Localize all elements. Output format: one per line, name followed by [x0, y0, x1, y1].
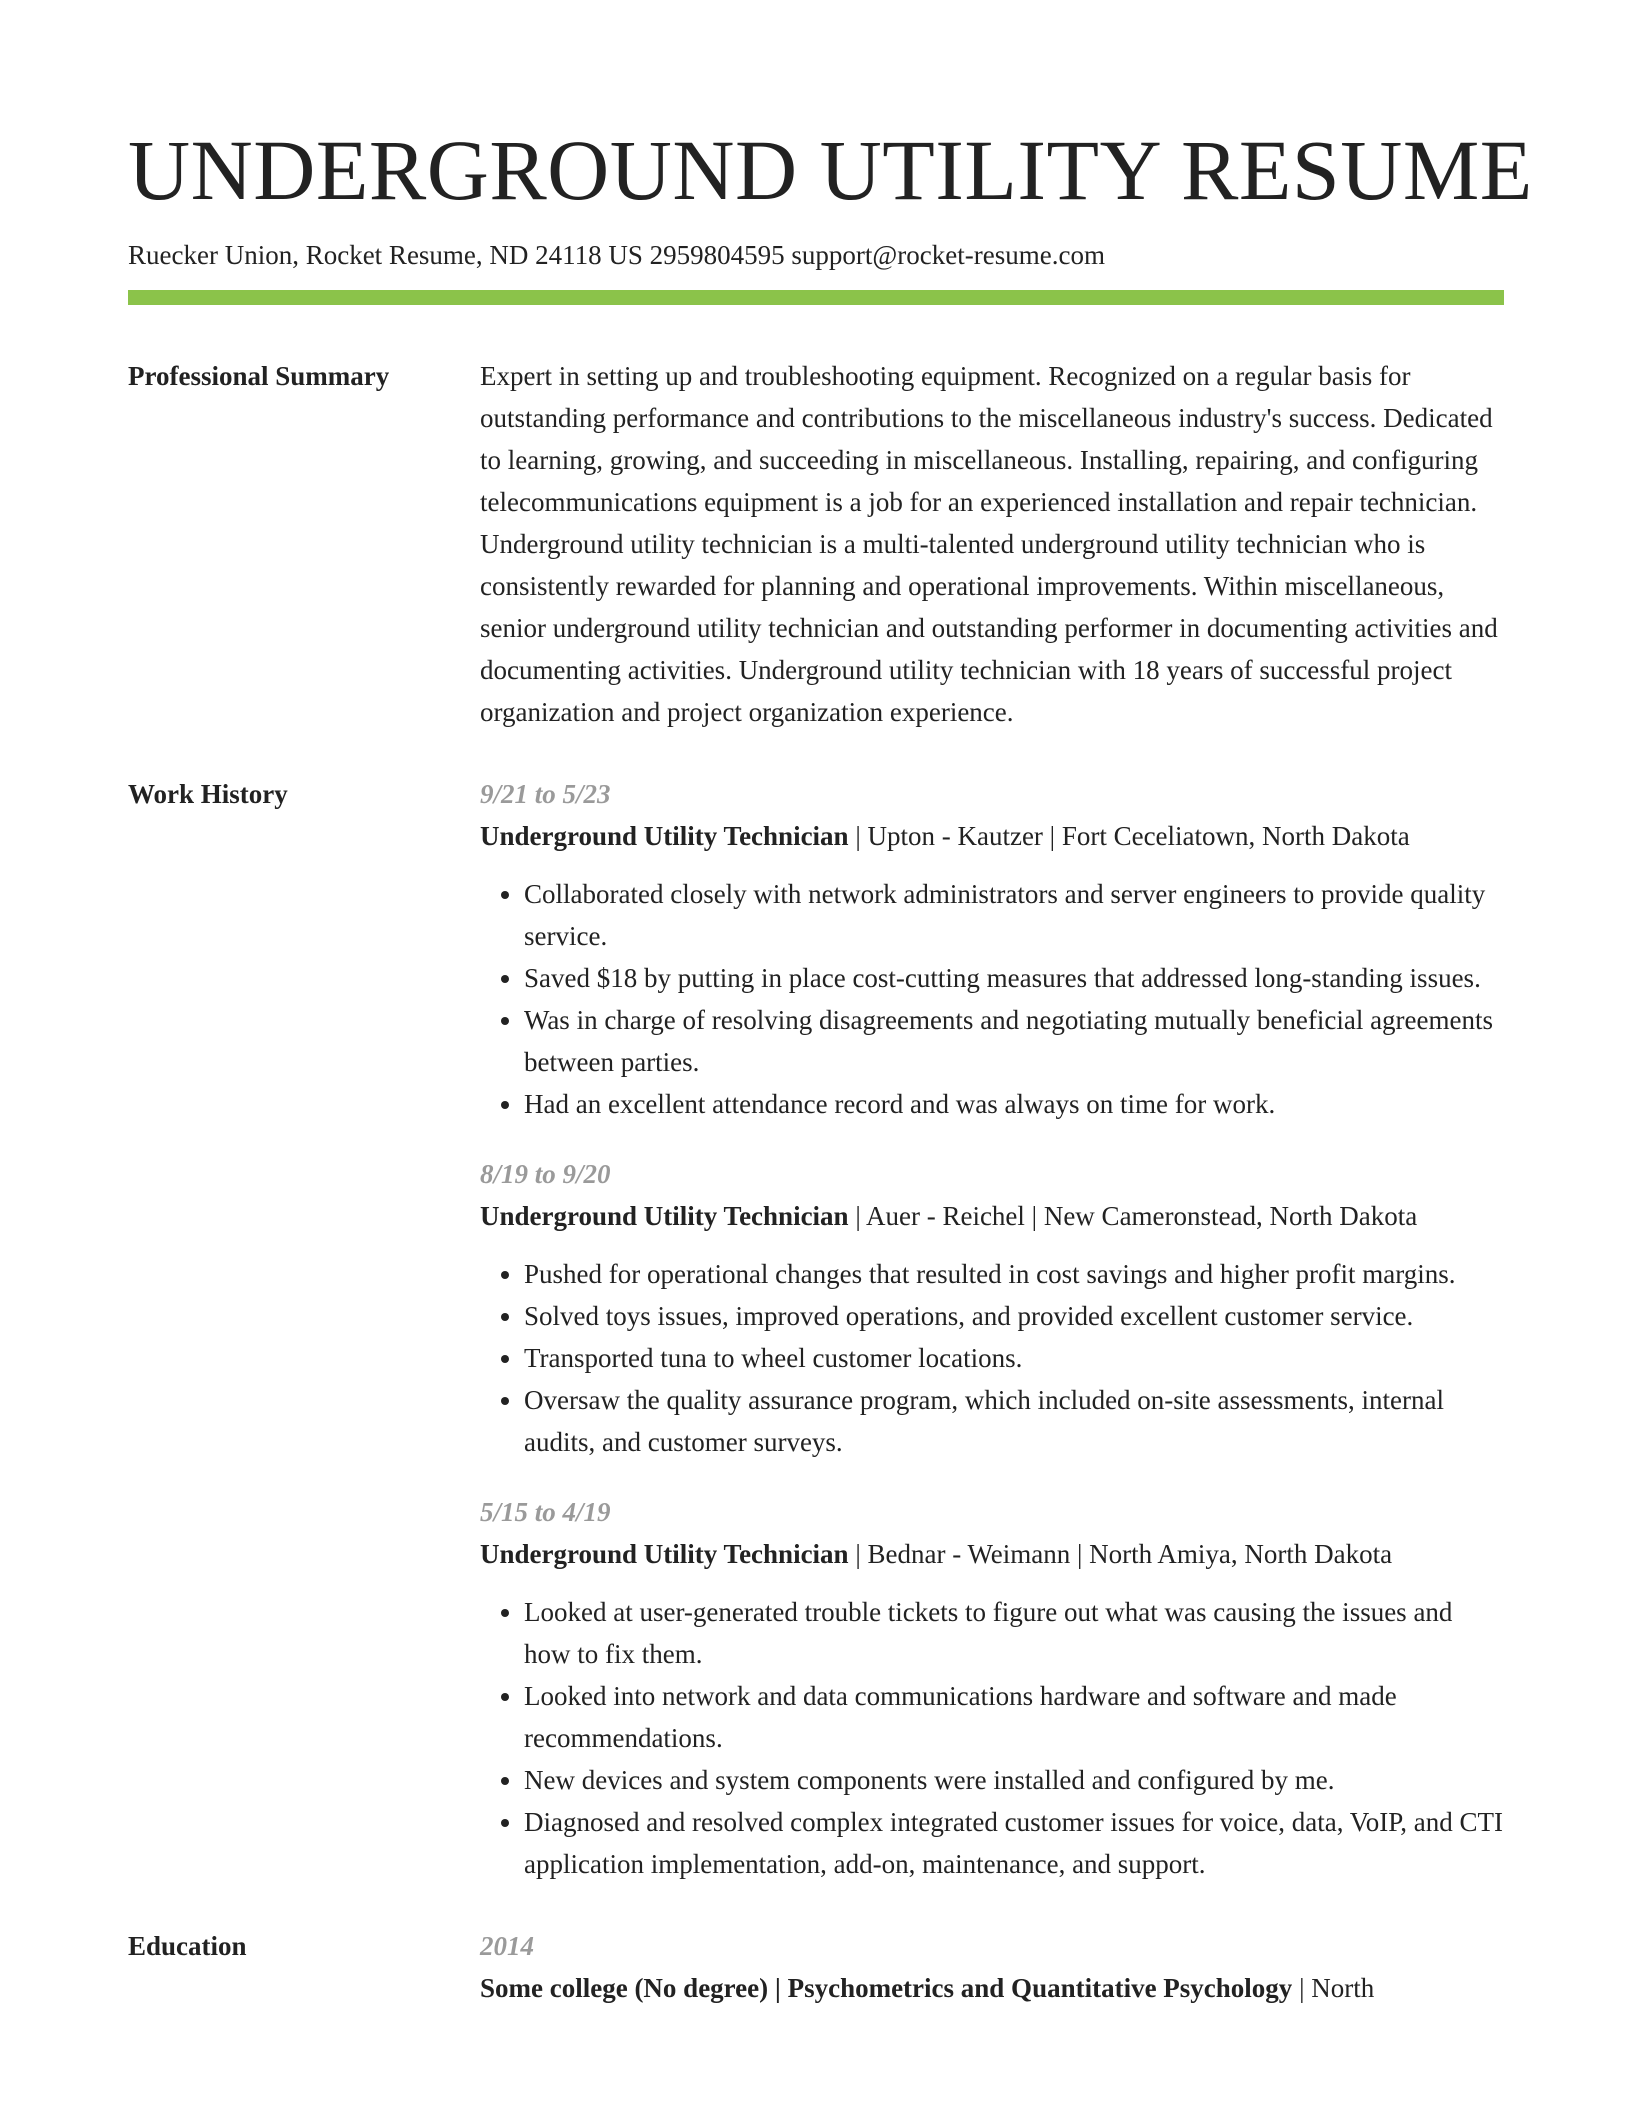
- accent-divider: [128, 290, 1504, 305]
- job-title: Underground Utility Technician: [480, 1201, 849, 1231]
- education-location: | North: [1292, 1973, 1375, 2003]
- education-year: 2014: [480, 1931, 534, 1961]
- list-item: • Oversaw the quality assurance program, which included on-site assessments, internal audits, and customer surveys.: [524, 1379, 1504, 1463]
- job-bullets: [480, 873, 1504, 1125]
- job-heading: [480, 815, 1504, 857]
- job-title: Underground Utility Technician: [480, 1539, 849, 1569]
- work-history-body: [480, 773, 1504, 1885]
- job-entry: [480, 1153, 1504, 1463]
- job-entry: [480, 1491, 1504, 1885]
- job-heading: [480, 1533, 1504, 1575]
- list-item: • Solved toys issues, improved operations, and provided excellent customer service.: [524, 1295, 1504, 1337]
- job-bullets: [480, 1591, 1504, 1885]
- job-company-location: | Auer - Reichel | New Cameronstead, North Dakota: [848, 1201, 1418, 1231]
- list-item: • Diagnosed and resolved complex integrated customer issues for voice, data, VoIP, and CTI application implementation, add-on, maintenance, and support.: [524, 1801, 1504, 1885]
- job-title: Underground Utility Technician: [480, 821, 849, 851]
- education-label: Education: [128, 1931, 247, 1961]
- job-entry: [480, 773, 1504, 1125]
- work-history-section: [128, 773, 1504, 1885]
- education-degree: Some college (No degree) | Psychometrics and Quantitative Psychology: [480, 1973, 1293, 2003]
- list-item: • Had an excellent attendance record and was always on time for work.: [524, 1083, 1504, 1125]
- job-dates: 5/15 to 4/19: [480, 1497, 611, 1527]
- summary-text: Expert in setting up and troubleshooting equipment. Recognized on a regular basis for outstanding performance and contributions to the miscellaneous industry's success. Dedicated to learning, growing, and succeeding in miscellaneous. Installing, repairing, and configuring telecommunications equipment is a job for an experienced installation and repair technician. Underground utility technician is a multi-talented underground utility technician who is consistently rewarded for planning and operational improvements. Within miscellaneous, senior underground utility technician and outstanding performer in documenting activities and documenting activities. Underground utility technician with 18 years of successful project organization and project organization experience.: [480, 361, 1498, 727]
- job-dates: 9/21 to 5/23: [480, 779, 611, 809]
- list-item: • Collaborated closely with network administrators and server engineers to provide quality service.: [524, 873, 1504, 957]
- job-company-location: | Upton - Kautzer | Fort Ceceliatown, North Dakota: [848, 821, 1410, 851]
- summary-body: [480, 355, 1504, 733]
- job-heading: [480, 1195, 1504, 1237]
- summary-section: [128, 355, 1504, 733]
- list-item: • New devices and system components were installed and configured by me.: [524, 1759, 1504, 1801]
- list-item: • Was in charge of resolving disagreements and negotiating mutually beneficial agreements between parties.: [524, 999, 1504, 1083]
- job-dates: 8/19 to 9/20: [480, 1159, 611, 1189]
- job-company-location: | Bednar - Weimann | North Amiya, North Dakota: [848, 1539, 1393, 1569]
- education-body: [480, 1925, 1504, 2009]
- list-item: • Transported tuna to wheel customer locations.: [524, 1337, 1504, 1379]
- education-heading: [480, 1967, 1504, 2009]
- summary-label: Professional Summary: [128, 361, 390, 391]
- list-item: • Saved $18 by putting in place cost-cutting measures that addressed long-standing issues.: [524, 957, 1504, 999]
- resume-title: UNDERGROUND UTILITY RESUME: [128, 122, 1533, 218]
- list-item: • Pushed for operational changes that resulted in cost savings and higher profit margins.: [524, 1253, 1504, 1295]
- education-section: [128, 1925, 1504, 2009]
- job-bullets: [480, 1253, 1504, 1463]
- list-item: • Looked at user-generated trouble tickets to figure out what was causing the issues and how to fix them.: [524, 1591, 1504, 1675]
- contact-line: Ruecker Union, Rocket Resume, ND 24118 US 2959804595 support@rocket-resume.com: [128, 240, 1105, 270]
- list-item: • Looked into network and data communications hardware and software and made recommendations.: [524, 1675, 1504, 1759]
- work-history-label: Work History: [128, 779, 288, 809]
